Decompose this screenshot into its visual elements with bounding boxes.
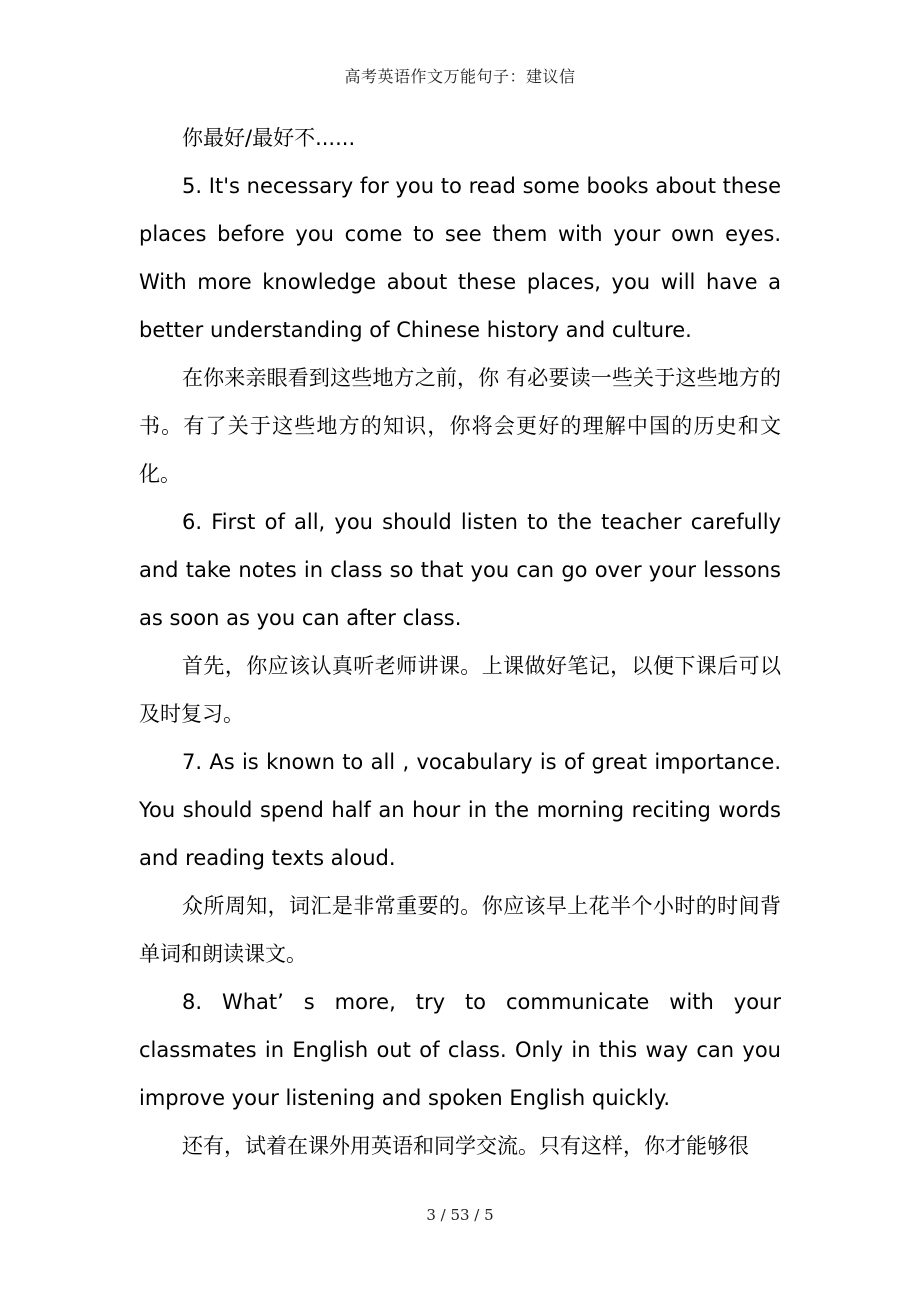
paragraph-tip-zh: 你最好/最好不......: [182, 126, 356, 150]
paragraph-6-en: 6. First of all, you should listen to the teacher carefully and take notes in class so that you can go over your lessons as soon as you can after class.: [139, 510, 781, 630]
paragraph-8-en: 8. What’ s more, try to communicate with your classmates in English out of class. Only in this way can you improve your listening and spoken English quickly.: [139, 990, 781, 1110]
paragraph-5-zh: 在你来亲眼看到这些地方之前，你 有必要读一些关于这些地方的书。有了关于这些地方的知识，你将会更好的理解中国的历史和文化。: [139, 366, 781, 486]
document-body: [139, 114, 781, 1170]
paragraph-6-zh: 首先，你应该认真听老师讲课。上课做好笔记，以便下课后可以及时复习。: [139, 654, 781, 726]
paragraph-7-en: 7. As is known to all , vocabulary is of great importance. You should spend half an hour in the morning reciting words and reading texts aloud.: [139, 750, 781, 870]
paragraph-7-zh: 众所周知，词汇是非常重要的。你应该早上花半个小时的时间背单词和朗读课文。: [139, 894, 781, 966]
page-header-title: 高考英语作文万能句子：建议信: [344, 67, 576, 86]
page-number: 3 / 53 / 5: [426, 1206, 494, 1224]
paragraph-8-zh: 还有，试着在课外用英语和同学交流。只有这样，你才能够很: [182, 1134, 749, 1158]
paragraph-5-en: 5. It's necessary for you to read some books about these places before you come to see them with your own eyes. With more knowledge about these places, you will have a better understanding of Chinese history and culture.: [139, 174, 781, 342]
